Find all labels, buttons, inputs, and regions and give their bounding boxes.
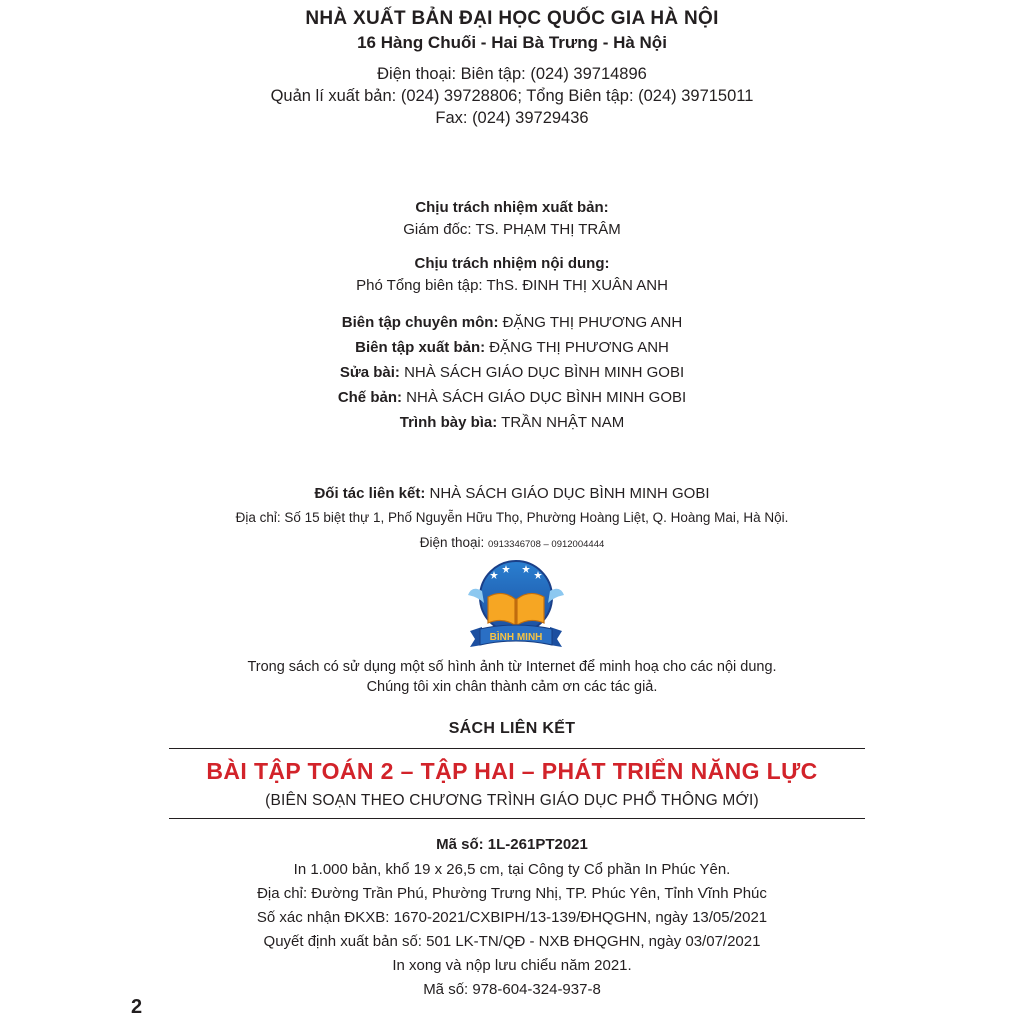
publisher-phone-management: Quản lí xuất bản: (024) 39728806; Tổng Biên tập: (024) 39715011: [270, 87, 754, 105]
credit-label: Sửa bài:: [339, 364, 400, 381]
logo-text: BÌNH MINH: [489, 632, 543, 643]
credit-label: Biên tập xuất bản:: [355, 339, 486, 356]
credit-proofreading: [0, 364, 1024, 381]
partner-phone-value: 0913346708 – 0912004444: [488, 539, 605, 550]
divider-bottom: [169, 818, 865, 819]
imprint-line: Mã số: 978-604-324-937-8: [423, 981, 601, 998]
series-label: SÁCH LIÊN KẾT: [448, 720, 576, 737]
book-code: Mã số: 1L-261PT2021: [436, 836, 588, 853]
content-responsibility-label: Chịu trách nhiệm nội dung:: [414, 255, 610, 272]
credit-value: NHÀ SÁCH GIÁO DỤC BÌNH MINH GOBI: [399, 364, 685, 381]
imprint-line: Quyết định xuất bản số: 501 LK-TN/QĐ - NXB ĐHQGHN, ngày 03/07/2021: [263, 933, 761, 950]
credit-value: ĐẶNG THỊ PHƯƠNG ANH: [485, 339, 669, 356]
partner-name: NHÀ SÁCH GIÁO DỤC BÌNH MINH GOBI: [425, 485, 710, 502]
publisher-name: NHÀ XUẤT BẢN ĐẠI HỌC QUỐC GIA HÀ NỘI: [305, 8, 719, 29]
publishing-responsibility-value: Giám đốc: TS. PHẠM THỊ TRÂM: [403, 221, 621, 238]
notice-line-1: Trong sách có sử dụng một số hình ảnh từ Internet để minh hoạ cho các nội dung.: [247, 659, 777, 675]
publisher-address: 16 Hàng Chuối - Hai Bà Trưng - Hà Nội: [357, 33, 667, 52]
credit-publishing-editor: [0, 339, 1024, 356]
binh-minh-logo: [464, 555, 568, 655]
book-subtitle: (BIÊN SOẠN THEO CHƯƠNG TRÌNH GIÁO DỤC PHỔ THÔNG MỚI): [265, 792, 759, 809]
partner-phone: [0, 535, 1024, 550]
imprint-line: In 1.000 bản, khổ 19 x 26,5 cm, tại Công ty Cổ phần In Phúc Yên.: [293, 861, 731, 878]
credit-typesetting: [0, 389, 1024, 406]
partner-address: Địa chỉ: Số 15 biệt thự 1, Phố Nguyễn Hữu Thọ, Phường Hoàng Liệt, Q. Hoàng Mai, Hà Nội.: [235, 510, 789, 525]
partner-phone-label: Điện thoại:: [419, 535, 489, 550]
partner-line: [0, 485, 1024, 502]
notice-line-2: Chúng tôi xin chân thành cảm ơn các tác giả.: [366, 679, 658, 695]
credit-label: Trình bày bìa:: [399, 414, 498, 431]
content-responsibility-value: Phó Tổng biên tập: ThS. ĐINH THỊ XUÂN ANH: [356, 277, 668, 294]
credit-label: Biên tập chuyên môn:: [341, 314, 499, 331]
divider-top: [169, 748, 865, 749]
credit-value: NHÀ SÁCH GIÁO DỤC BÌNH MINH GOBI: [401, 389, 687, 406]
page-number: 2: [131, 996, 143, 1018]
publisher-fax: Fax: (024) 39729436: [435, 109, 589, 127]
credit-value: TRẦN NHẬT NAM: [497, 414, 625, 431]
credit-cover-design: [0, 414, 1024, 431]
imprint-line: In xong và nộp lưu chiểu năm 2021.: [392, 957, 632, 974]
credit-value: ĐẶNG THỊ PHƯƠNG ANH: [498, 314, 683, 331]
credit-specialist-editor: [0, 314, 1024, 331]
imprint-line: Số xác nhận ĐKXB: 1670-2021/CXBIPH/13-139/ĐHQGHN, ngày 13/05/2021: [256, 909, 768, 926]
book-title: BÀI TẬP TOÁN 2 – TẬP HAI – PHÁT TRIỂN NĂNG LỰC: [206, 758, 818, 784]
publishing-responsibility-label: Chịu trách nhiệm xuất bản:: [415, 199, 609, 216]
credit-label: Chế bản:: [337, 389, 402, 406]
publisher-phone-editorial: Điện thoại: Biên tập: (024) 39714896: [377, 65, 647, 83]
imprint-line: Địa chỉ: Đường Trần Phú, Phường Trưng Nhị, TP. Phúc Yên, Tỉnh Vĩnh Phúc: [257, 885, 767, 902]
partner-label: Đối tác liên kết:: [314, 485, 426, 502]
